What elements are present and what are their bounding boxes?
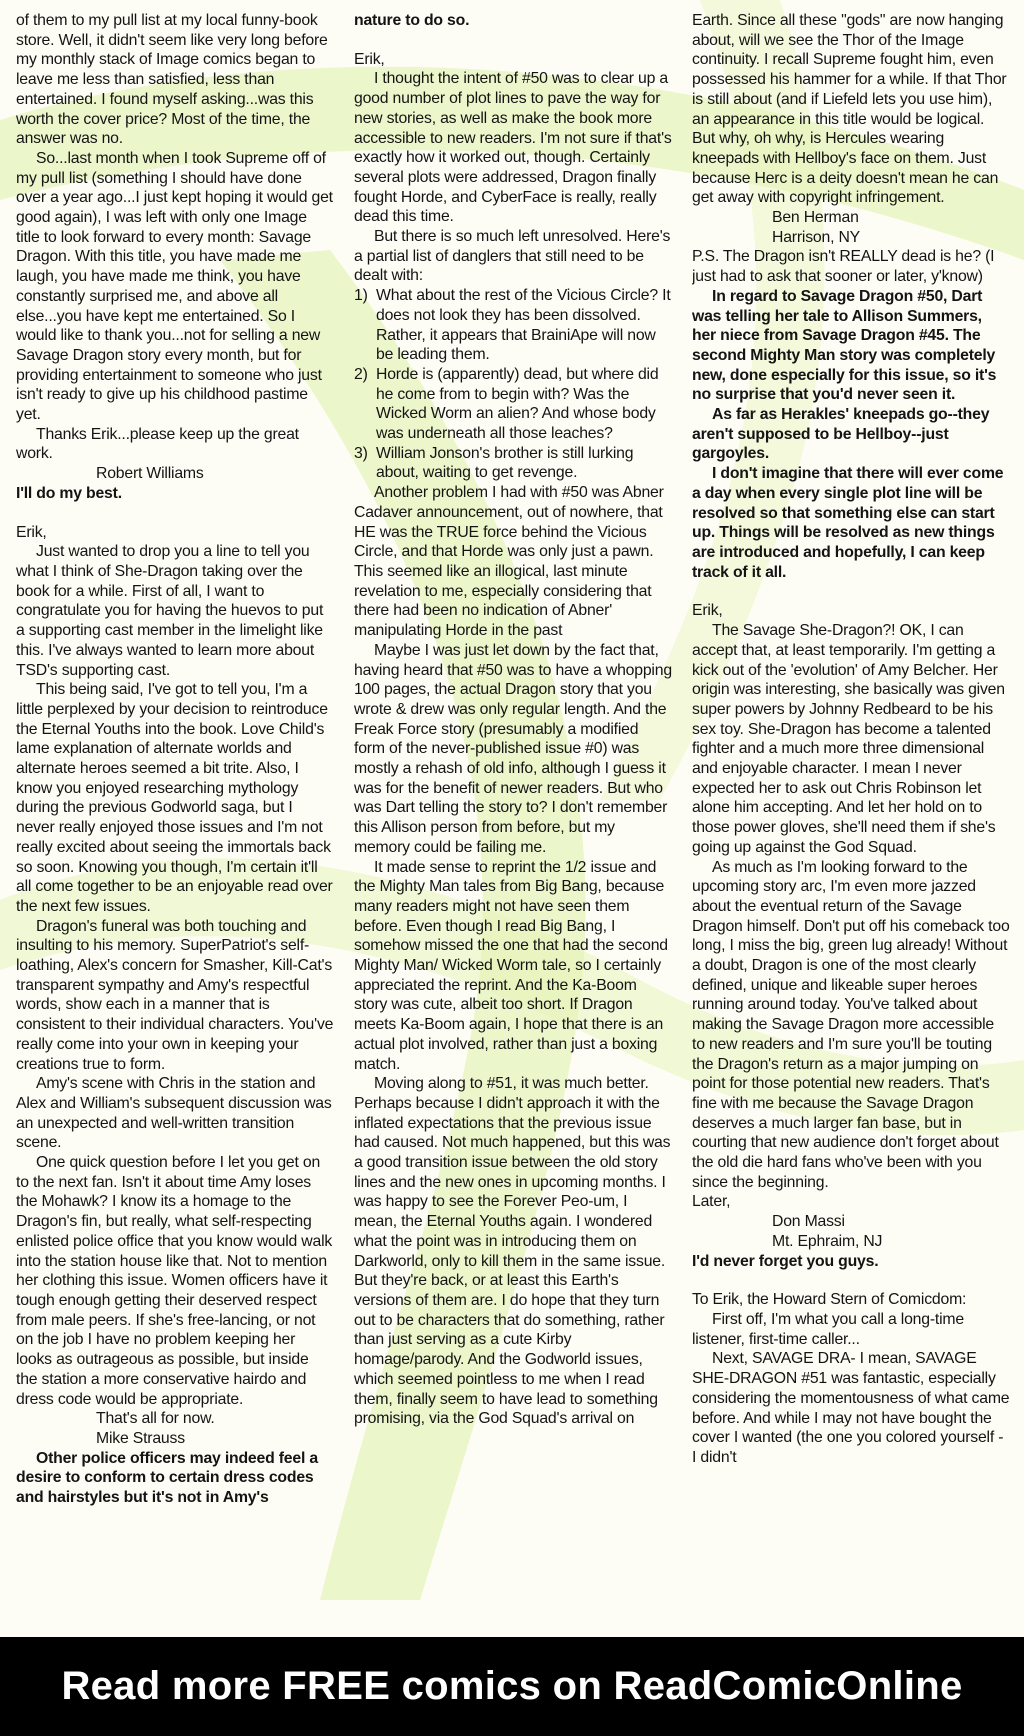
paragraph-text: Don Massi [772, 1213, 845, 1231]
letter-paragraph [692, 1290, 1010, 1310]
column-right [692, 11, 1010, 1631]
list-number: 1) [354, 287, 368, 305]
paragraph-text: To Erik, the Howard Stern of Comicdom: [692, 1291, 967, 1309]
letter-paragraph [692, 208, 1010, 228]
paragraph-text: Erik, [354, 50, 385, 68]
paragraph-text: Just wanted to drop you a line to tell you what I think of She-Dragon taking over the book for a while. First of all, I want to congratulate you for having the huevos to put a supporting cast member in the limelight like this. I've always wanted to learn more about TSD's supporting cast. [16, 543, 324, 679]
paragraph-text: Harrison, NY [772, 228, 861, 246]
paragraph-text: Next, SAVAGE DRA- I mean, SAVAGE SHE-DRAGON #51 was fantastic, especially considering the momentousness of what came before. And while I may not have bought the cover I wanted (the one you colored yourself - I didn't [692, 1350, 1010, 1466]
letter-paragraph [16, 149, 334, 425]
letter-paragraph [354, 483, 672, 641]
promo-banner[interactable] [0, 1637, 1024, 1736]
paragraph-text: nature to do so. [354, 12, 470, 29]
letter-paragraph [16, 464, 334, 484]
letter-paragraph [16, 484, 334, 504]
paragraph-text: Erik, [692, 602, 723, 620]
letter-paragraph [354, 444, 672, 483]
letter-paragraph [354, 365, 672, 444]
letter-paragraph [16, 523, 334, 543]
paragraph-text: What about the rest of the Vicious Circle? It does not look they has been dissolved. Rather, it appears that BrainiApe will now be leading them. [376, 287, 671, 364]
letter-paragraph [354, 286, 672, 365]
letter-paragraph [692, 287, 1010, 405]
letter-paragraph [692, 621, 1010, 857]
letter-paragraph [16, 1429, 334, 1449]
letter-paragraph [16, 1409, 334, 1429]
paragraph-text: The Savage She-Dragon?! OK, I can accept that, at least temporarily. I'm getting a kick out of the 'evolution' of Amy Belcher. Her origin was interesting, she basically was given super powers by Johnny Redbeard to be his sex toy. She-Dragon has become a talented fighter and a much more three dimensional and enjoyable character. I mean I never expected her to ask out Chris Robinson let alone him accepting. And let her hold on to those power gloves, she'll need them if she's going up against the God Squad. [692, 622, 1005, 856]
promo-banner-text[interactable]: Read more FREE comics on ReadComicOnline [61, 1664, 963, 1708]
paragraph-text: So...last month when I took Supreme off of my pull list (something I should have done over a year ago...I just kept hoping it would get good again), I was left with only one Image title to look forward to every month: Savage Dragon. With this title, you have made me laugh, you have made me think, you have constantly surprised me, and above all else...you have kept me entertained. So I would like to thank you...not for selling a new Savage Dragon story every month, but for providing entertainment to someone who just isn't ready to give up his childhood pastime yet. [16, 149, 333, 424]
letter-paragraph [692, 11, 1010, 208]
column-left [16, 11, 334, 1631]
paragraph-text: Mike Strauss [96, 1429, 185, 1447]
paragraph-text: I thought the intent of #50 was to clear up a good number of plot lines to pave the way for new stories, as well as make the book more accessible to new readers. I'm not sure if that's exactly how it worked out, though. Certainly several plots were addressed, Dragon finally fought Horde, and CyberFace is really, really dead this time. [354, 70, 672, 226]
paragraph-text: Robert Williams [96, 465, 204, 483]
letter-paragraph [692, 228, 1010, 248]
paragraph-text: of them to my pull list at my local funny-book store. Well, it didn't seem like very long before my monthly stack of Image comics began to leave me less than satisfied, less than entertained. I found myself asking...was this worth the cover price? Most of the time, the answer was no. [16, 12, 328, 148]
paragraph-text: Earth. Since all these "gods" are now hanging about, will we see the Thor of the Image continuity. I recall Supreme fought him, even possessed his hammer for a while. If that Thor is still about (and if Liefeld lets you use him), an appearance in this title would be logical. But why, oh why, is Hercules wearing kneepads with Hellboy's face on them. Just because Herc is a deity doesn't mean he can get away with copyright infringement. [692, 12, 1007, 207]
letter-paragraph [692, 405, 1010, 464]
paragraph-text: One quick question before I let you get on to the next fan. Isn't it about time Amy loses the Mohawk? I know its a homage to the Dragon's fin, but really, what self-respecting enlisted police office that you know would walk into the station house like that. Not to mention her clothing this issue. Women officers have it tough enough getting their deserved respect from male peers. If she's free-lancing, or not on the job I have no problem keeping her looks as outrageous as possible, but inside the station a more conservative hairdo and dress code would be appropriate. [16, 1154, 333, 1408]
letter-paragraph [16, 1449, 334, 1508]
letter-paragraph [16, 1074, 334, 1153]
paragraph-text: In regard to Savage Dragon #50, Dart was telling her tale to Allison Summers, her niece from Savage Dragon #45. The second Mighty Man story was completely new, done especially for this issue, so it's no surprise that you'd never seen it. [692, 287, 997, 404]
letter-paragraph [16, 1153, 334, 1409]
column-middle [354, 11, 672, 1631]
paragraph-text: That's all for now. [96, 1410, 215, 1428]
letter-paragraph [692, 1310, 1010, 1349]
letter-paragraph [354, 11, 672, 31]
paragraph-text: As much as I'm looking forward to the upcoming story arc, I'm even more jazzed about the eventual return of the Savage Dragon himself. Don't put off his comeback too long, I miss the big, green lug already! Without a doubt, Dragon is one of the most clearly defined, unique and likeable super heroes running around today. You've talked about making the Savage Dragon more accessible to new readers and I'm sure you'll be touting the Dragon's return as a major jumping on point for those potential new readers. That's fine with me because the Savage Dragon deserves a much larger fan base, but in courting that new audience don't forget about the old die hard fans who've been with you since the beginning. [692, 858, 1010, 1191]
paragraph-text: This being said, I've got to tell you, I'm a little perplexed by your decision to reintroduce the Eternal Youths into the book. Love Child's lame explanation of alternate worlds and alternate heroes seemed a bit trite. Also, I know you enjoyed researching mythology during the previous Godworld saga, but I never really enjoyed those issues and I'm not really excited about seeing the immortals back so soon. Knowing you though, I'm certain it'll all come together to be an enjoyable read over the next few issues. [16, 681, 333, 915]
letter-paragraph [16, 542, 334, 680]
paragraph-text: William Jonson's brother is still lurking about, waiting to get revenge. [376, 444, 634, 482]
paragraph-text: Horde is (apparently) dead, but where did he come from to begin with? Was the Wicked Worm an alien? And whose body was underneath all those leaches? [376, 365, 659, 443]
letter-paragraph [692, 858, 1010, 1193]
paragraph-text: P.S. The Dragon isn't REALLY dead is he? (I just had to ask that sooner or later, y'know) [692, 248, 995, 286]
letter-paragraph [692, 1252, 1010, 1272]
list-number: 2) [354, 365, 368, 383]
paragraph-text: I'd never forget you guys. [692, 1252, 879, 1270]
letter-paragraph [692, 1232, 1010, 1252]
paragraph-text: I'll do my best. [16, 484, 122, 502]
paragraph-text: Dragon's funeral was both touching and insulting to his memory. SuperPatriot's self-loathing, Alex's concern for Smasher, Kill-Cat's transparent sympathy and Amy's respectful words, show each in a manner that is consistent to their individual characters. You've really come into your own in keeping your creations true to form. [16, 917, 334, 1073]
paragraph-text: Mt. Ephraim, NJ [772, 1232, 883, 1250]
paragraph-text: It made sense to reprint the 1/2 issue and the Mighty Man tales from Big Bang, because many readers might not have seen them before. Even though I read Big Bang, I somehow missed the one that had the second Mighty Man/ Wicked Worm tale, so I certainly appreciated the reprint. And the Ka-Boom story was cute, albeit too short. If Dragon meets Ka-Boom again, I hope that there is an actual plot involved, rather than just a boxing match. [354, 858, 668, 1073]
list-number: 3) [354, 444, 368, 462]
letter-paragraph [692, 601, 1010, 621]
paragraph-text: Erik, [16, 523, 47, 541]
letter-paragraph [692, 247, 1010, 286]
paragraph-text: Other police officers may indeed feel a desire to conform to certain dress codes and hairstyles but it's not in Amy's [16, 1449, 318, 1507]
paragraph-text: Amy's scene with Chris in the station and Alex and William's subsequent discussion was an unexpected and well-written transition scene. [16, 1075, 332, 1152]
letter-paragraph [692, 1212, 1010, 1232]
paragraph-text: Maybe I was just let down by the fact that, having heard that #50 was to have a whopping 100 pages, the actual Dragon story that you wrote & drew was only regular length. And the Freak Force story (presumably a modified form of the never-published issue #0) was mostly a rehash of old info, although I guess it was for the benefit of newer readers. But who was Dart telling the story to? I don't remember this Allison person from before, but my memory could be failing me. [354, 641, 672, 856]
letter-paragraph [354, 1074, 672, 1429]
letter-paragraph [16, 11, 334, 149]
paragraph-text: As far as Herakles' kneepads go--they aren't supposed to be Hellboy--just gargoyles. [692, 406, 990, 463]
letter-paragraph [354, 858, 672, 1075]
paragraph-text: Thanks Erik...please keep up the great work. [16, 425, 299, 463]
paragraph-text: Ben Herman [772, 209, 859, 227]
text-columns [16, 11, 1010, 1631]
letter-paragraph [16, 425, 334, 464]
paragraph-text: Moving along to #51, it was much better. Perhaps because I didn't approach it with the inflated expectations that the previous issue had caused. Not much happened, but this was a good transition issue between the old story lines and the new ones in upcoming months. I was happy to see the Forever Peo-um, I mean, the Eternal Youths again. I wondered what the point was in introducing them on Darkworld, only to kill them in the same issue. But they're back, or at least this Earth's versions of them are. I do hope that they turn out to be characters that do something, rather than just serving as a cute Kirby homage/parody. And the Godworld issues, which seemed pointless to me when I read them, finally seem to have lead to something promising, via the God Squad's arrival on [354, 1075, 671, 1428]
letter-paragraph [354, 227, 672, 286]
letter-paragraph [354, 50, 672, 70]
paragraph-text: Another problem I had with #50 was Abner Cadaver announcement, out of nowhere, that HE was the TRUE force behind the Vicious Circle, and that Horde was only just a pawn. This seemed like an illogical, last minute revelation to me, especially considering that there had been no indication of Abner' manipulating Horde in the past [354, 484, 664, 640]
letter-paragraph [692, 464, 1010, 582]
paragraph-text: Later, [692, 1193, 731, 1211]
paragraph-text: I don't imagine that there will ever come a day when every single plot line will be resolved so that something else can start up. Things will be resolved as new things are introduced and hopefully, I can keep track of it all. [692, 465, 1004, 581]
letter-paragraph [354, 69, 672, 227]
letter-paragraph [692, 1192, 1010, 1212]
letter-paragraph [16, 680, 334, 916]
letter-paragraph [692, 1349, 1010, 1467]
letter-paragraph [16, 917, 334, 1075]
letter-paragraph [354, 641, 672, 858]
paragraph-text: First off, I'm what you call a long-time listener, first-time caller... [692, 1311, 964, 1348]
paragraph-text: But there is so much left unresolved. Here's a partial list of danglers that still need to be dealt with: [354, 228, 671, 285]
